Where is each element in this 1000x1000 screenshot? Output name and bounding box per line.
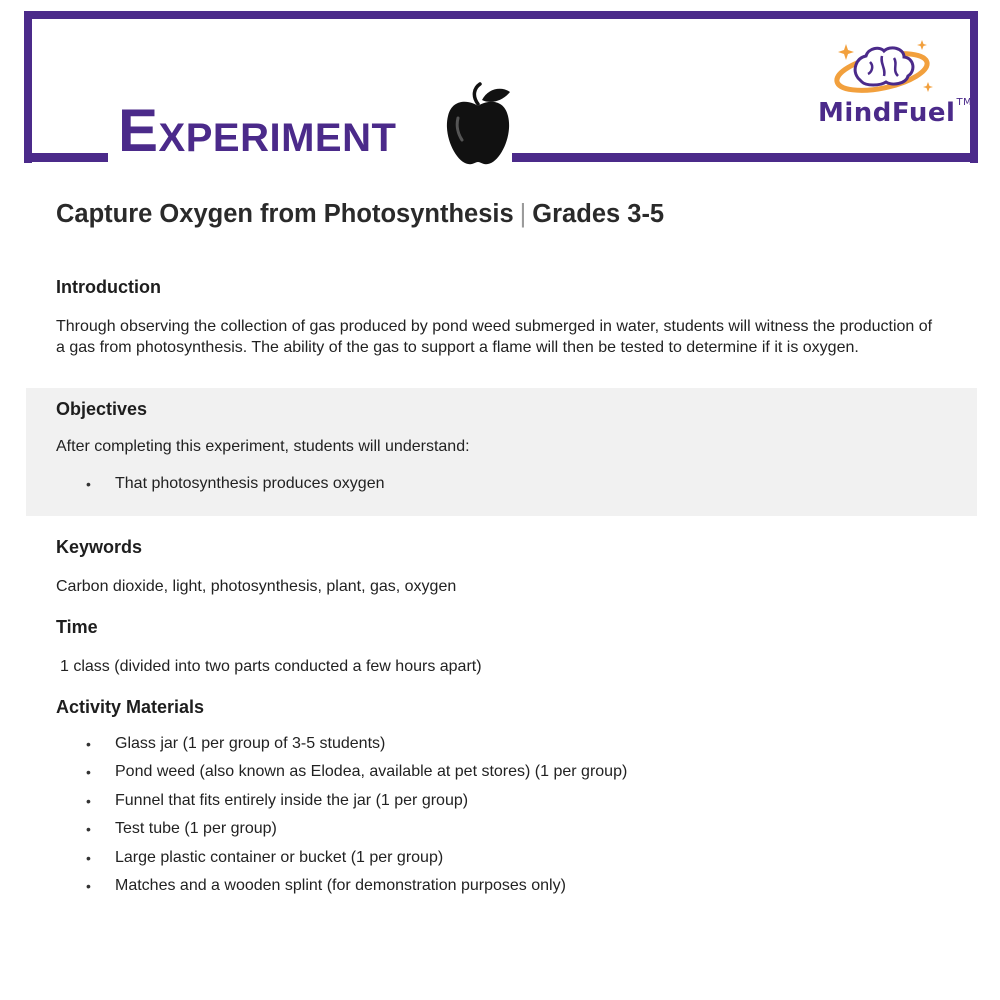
time-heading: Time [56, 617, 98, 637]
objectives-heading: Objectives [56, 399, 148, 419]
introduction-heading: Introduction [56, 277, 161, 297]
apple-icon [444, 82, 512, 166]
banner-rule-left [24, 153, 108, 162]
list-item: • Large plastic container or bucket (1 per group) [86, 848, 444, 866]
materials-list [82, 730, 627, 900]
list-item: • Funnel that fits entirely inside the jar (1 per group) [86, 791, 469, 809]
banner-rule-right [512, 153, 978, 162]
experiment-title: EXPERIMENT [118, 97, 397, 164]
list-item: • That photosynthesis produces oxygen [86, 475, 385, 492]
list-item: • Test tube (1 per group) [86, 820, 277, 838]
materials-heading: Activity Materials [56, 697, 205, 717]
introduction-text: Through observing the collection of gas produced by pond weed submerged in water, students will witness the production of a gas from photosynthesis. The ability of the gas to support a flame will then be tested to determine if it is oxygen. [56, 318, 933, 356]
grade-level: Grades 3-5 [532, 200, 665, 228]
mindfuel-logo [812, 38, 973, 138]
keywords-text: Carbon dioxide, light, photosynthesis, plant, gas, oxygen [56, 578, 457, 595]
keywords-heading: Keywords [56, 537, 143, 557]
list-item: • Pond weed (also known as Elodea, available at pet stores) (1 per group) [86, 763, 628, 781]
page-title: Capture Oxygen from Photosynthesis | Grades 3-5 [56, 200, 665, 228]
objectives-list [82, 470, 385, 498]
logo-wordmark: MindFuel™ [818, 97, 973, 128]
list-item: • Matches and a wooden splint (for demonstration purposes only) [86, 877, 566, 895]
title-separator: | [519, 200, 527, 228]
time-text: 1 class (divided into two parts conducted a few hours apart) [60, 658, 482, 675]
objectives-intro: After completing this experiment, students will understand: [56, 438, 470, 455]
list-item: • Glass jar (1 per group of 3-5 students) [86, 735, 386, 752]
brain-planet-icon [826, 38, 936, 102]
